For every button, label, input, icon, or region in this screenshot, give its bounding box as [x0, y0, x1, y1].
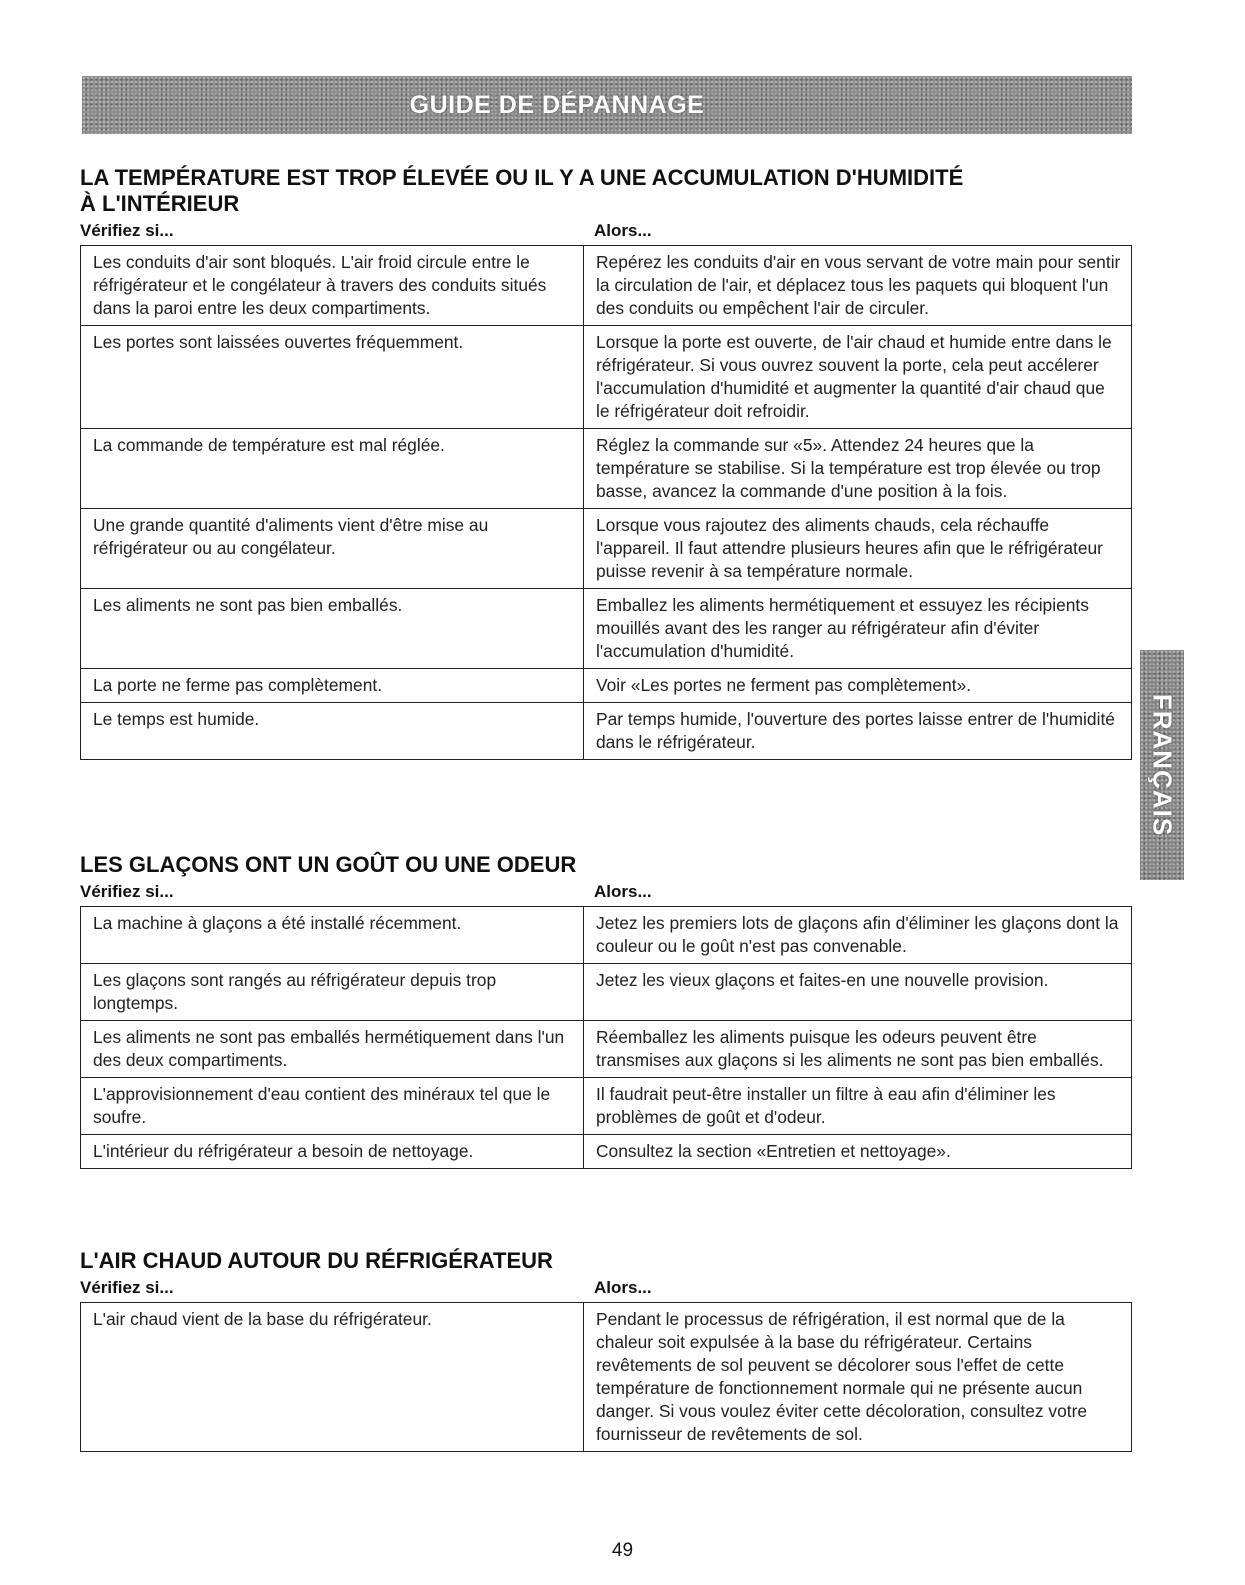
troubleshooting-table	[80, 245, 1132, 760]
solution-cell: Consultez la section «Entretien et nettoyage».	[584, 1135, 1132, 1169]
solution-cell: Lorsque vous rajoutez des aliments chauds, cela réchauffe l'appareil. Il faut attendre plusieurs heures afin que le réfrigérateur puisse revenir à sa température normale.	[584, 509, 1132, 589]
section-warm-air	[80, 1248, 1132, 1452]
column-header-then: Alors...	[594, 1278, 652, 1297]
column-headers	[80, 1278, 1132, 1302]
section-title: LES GLAÇONS ONT UN GOÛT OU UNE ODEUR	[80, 852, 577, 877]
cause-cell: L'intérieur du réfrigérateur a besoin de nettoyage.	[81, 1135, 584, 1169]
column-header-check: Vérifiez si...	[80, 1278, 174, 1297]
table-row	[81, 509, 1132, 589]
solution-cell: Voir «Les portes ne ferment pas complètement».	[584, 669, 1132, 703]
section-ice-taste-odor	[80, 852, 1132, 1169]
banner-title: GUIDE DE DÉPANNAGE	[409, 90, 705, 119]
cause-cell: Les portes sont laissées ouvertes fréquemment.	[81, 326, 584, 429]
side-tab-label: FRANÇAIS	[1147, 693, 1178, 837]
solution-cell: Pendant le processus de réfrigération, il est normal que de la chaleur soit expulsée à la base du réfrigérateur. Certains revêtements de sol peuvent se décolorer sous l'effet de cette température de fonctionnement normale qui ne présente aucun danger. Si vous voulez éviter cette décoloration, consultez votre fournisseur de revêtements de sol.	[584, 1303, 1132, 1452]
section-temperature-humidity	[80, 165, 1132, 760]
cause-cell: Les aliments ne sont pas bien emballés.	[81, 589, 584, 669]
table-row	[81, 1078, 1132, 1135]
column-headers	[80, 882, 1132, 906]
language-side-tab	[1140, 650, 1184, 880]
table-row	[81, 1021, 1132, 1078]
cause-cell: Les glaçons sont rangés au réfrigérateur depuis trop longtemps.	[81, 964, 584, 1021]
cause-cell: Une grande quantité d'aliments vient d'être mise au réfrigérateur ou au congélateur.	[81, 509, 584, 589]
section-title	[80, 165, 1132, 217]
table-row	[81, 1303, 1132, 1452]
solution-cell: Réemballez les aliments puisque les odeurs peuvent être transmises aux glaçons si les aliments ne sont pas bien emballés.	[584, 1021, 1132, 1078]
section-title-line-2: À L'INTÉRIEUR	[80, 191, 240, 216]
page-number: 49	[611, 1540, 634, 1561]
column-header-check: Vérifiez si...	[80, 882, 174, 901]
table-row	[81, 703, 1132, 760]
cause-cell: La commande de température est mal réglée.	[81, 429, 584, 509]
solution-cell: Jetez les vieux glaçons et faites-en une nouvelle provision.	[584, 964, 1132, 1021]
column-header-check: Vérifiez si...	[80, 221, 174, 240]
table-row	[81, 429, 1132, 509]
table-row	[81, 589, 1132, 669]
cause-cell: L'approvisionnement d'eau contient des minéraux tel que le soufre.	[81, 1078, 584, 1135]
column-header-then: Alors...	[594, 221, 652, 240]
table-row	[81, 907, 1132, 964]
section-title-line-1: LA TEMPÉRATURE EST TROP ÉLEVÉE OU IL Y A UNE ACCUMULATION D'HUMIDITÉ	[80, 165, 964, 190]
solution-cell: Il faudrait peut-être installer un filtre à eau afin d'éliminer les problèmes de goût et d'odeur.	[584, 1078, 1132, 1135]
cause-cell: La machine à glaçons a été installé récemment.	[81, 907, 584, 964]
solution-cell: Par temps humide, l'ouverture des portes laisse entrer de l'humidité dans le réfrigérateur.	[584, 703, 1132, 760]
table-row	[81, 326, 1132, 429]
cause-cell: La porte ne ferme pas complètement.	[81, 669, 584, 703]
solution-cell: Réglez la commande sur «5». Attendez 24 heures que la température se stabilise. Si la température est trop élevée ou trop basse, avancez la commande d'une position à la fois.	[584, 429, 1132, 509]
cause-cell: Le temps est humide.	[81, 703, 584, 760]
column-headers	[80, 221, 1132, 245]
table-row	[81, 246, 1132, 326]
troubleshooting-table	[80, 906, 1132, 1169]
table-row	[81, 1135, 1132, 1169]
cause-cell: L'air chaud vient de la base du réfrigérateur.	[81, 1303, 584, 1452]
solution-cell: Repérez les conduits d'air en vous servant de votre main pour sentir la circulation de l'air, et déplacez tous les paquets qui bloquent l'un des conduits ou empêchent l'air de circuler.	[584, 246, 1132, 326]
cause-cell: Les aliments ne sont pas emballés hermétiquement dans l'un des deux compartiments.	[81, 1021, 584, 1078]
solution-cell: Emballez les aliments hermétiquement et essuyez les récipients mouillés avant des les ranger au réfrigérateur afin d'éviter l'accumulation d'humidité.	[584, 589, 1132, 669]
section-title: L'AIR CHAUD AUTOUR DU RÉFRIGÉRATEUR	[80, 1248, 553, 1273]
table-row	[81, 964, 1132, 1021]
header-banner	[82, 76, 1132, 134]
table-row	[81, 669, 1132, 703]
troubleshooting-table	[80, 1302, 1132, 1452]
solution-cell: Jetez les premiers lots de glaçons afin d'éliminer les glaçons dont la couleur ou le goût n'est pas convenable.	[584, 907, 1132, 964]
column-header-then: Alors...	[594, 882, 652, 901]
cause-cell: Les conduits d'air sont bloqués. L'air froid circule entre le réfrigérateur et le congélateur à travers des conduits situés dans la paroi entre les deux compartiments.	[81, 246, 584, 326]
solution-cell: Lorsque la porte est ouverte, de l'air chaud et humide entre dans le réfrigérateur. Si vous ouvrez souvent la porte, cela peut accélerer l'accumulation d'humidité et augmenter la quantité d'air chaud que le réfrigérateur doit refroidir.	[584, 326, 1132, 429]
